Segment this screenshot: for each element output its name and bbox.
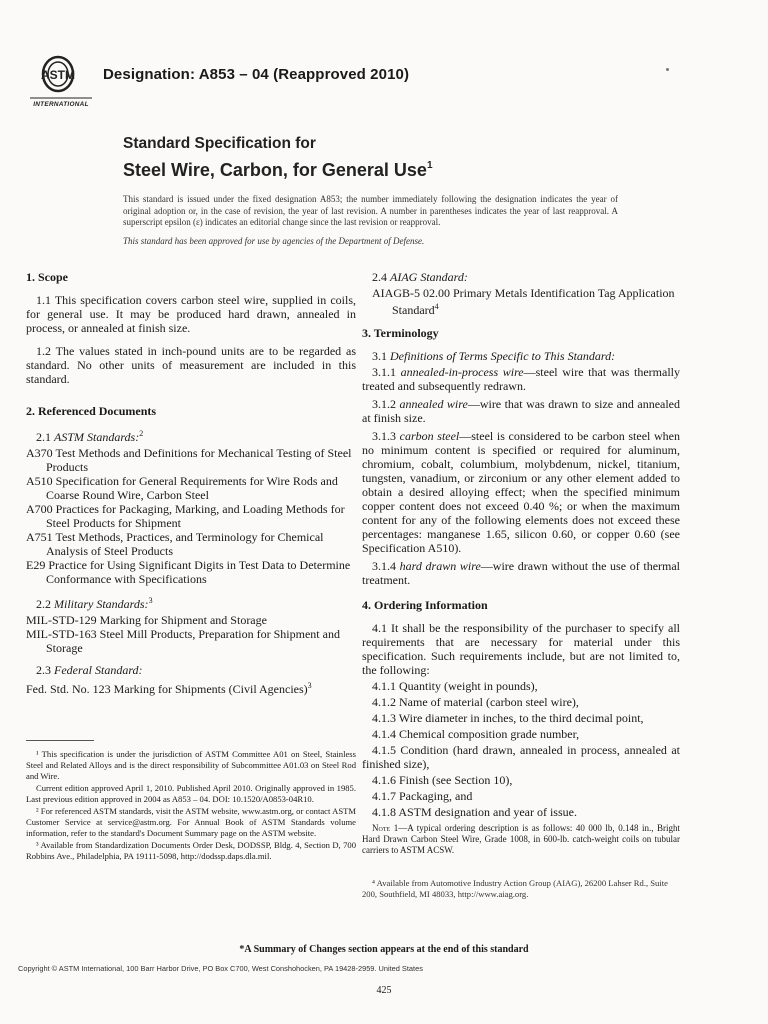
military-standards-label: 2.2 Military Standards:$^3$ <box>36 596 153 611</box>
left-column <box>26 270 356 863</box>
section-1-heading: 1. Scope <box>26 270 68 284</box>
definition-3-1-4: 3.1.4 hard drawn wire—wire drawn without the use of thermal treatment. <box>362 559 681 587</box>
footnote-1: ¹ This specification is under the jurisdiction of ASTM Committee A01 on Steel, Stainless Steel and Related Alloys and is the direct responsibility of Subcommittee A01.03 on Steel Rod and Wire. <box>26 749 356 781</box>
title-line-1: Standard Specification for <box>123 135 316 152</box>
reference-item: E29 Practice for Using Significant Digits in Test Data to Determine Conformance with Specifications <box>26 558 351 586</box>
issue-statement: This standard is issued under the fixed designation A853; the number immediately following the designation indicates the year of original adoption or, in the case of revision, the year of last revision. A number in parentheses indicates the year of last reapproval. A superscript epsilon (ε) indicates an editorial change since the last revision or reapproval. <box>123 194 618 227</box>
order-item: 4.1.1 Quantity (weight in pounds), <box>372 679 538 693</box>
reference-item: MIL-STD-129 Marking for Shipment and Storage <box>26 613 267 627</box>
order-item: 4.1.7 Packaging, and <box>372 789 473 803</box>
order-item: 4.1.2 Name of material (carbon steel wire), <box>372 695 579 709</box>
reference-item: A510 Specification for General Requirements for Wire Rods and Coarse Round Wire, Carbon Steel <box>26 474 338 502</box>
right-column <box>362 270 680 856</box>
order-item: 4.1.5 Condition (hard drawn, annealed in process, annealed at finished size), <box>362 743 680 771</box>
summary-notice: *A Summary of Changes section appears at the end of this standard <box>239 944 529 955</box>
designation: Designation: A853 – 04 (Reapproved 2010) <box>103 66 410 83</box>
copyright-line: Copyright © ASTM International, 100 Barr Harbor Drive, PO Box C700, West Conshohocken, PA 19428-2959. United States <box>18 964 423 973</box>
definition-3-1-2: 3.1.2 annealed wire—wire that was drawn to size and annealed at finish size. <box>362 397 681 425</box>
footnote-rule <box>26 740 94 741</box>
footnote-1-edition: Current edition approved April 1, 2010. Published April 2010. Originally approved in 1985. Last previous edition approved in 2004 as A853 – 04. DOI: 10.1520/A0853-04R10. <box>26 783 356 804</box>
paragraph-3-1: 3.1 Definitions of Terms Specific to This Standard: <box>372 349 616 363</box>
astm-logo <box>28 46 94 112</box>
stray-mark <box>666 68 669 71</box>
svg-text:ASTM: ASTM <box>41 68 75 82</box>
aiag-standard-label: 2.4 AIAG Standard: <box>372 270 468 284</box>
paragraph-4-1: 4.1 It shall be the responsibility of the purchaser to specify all requirements that are necessary for material under this specification. Such requirements include, but are not limited to, the following: <box>362 621 680 677</box>
reference-item: AIAGB-5 02.00 Primary Metals Identification Tag Application Standard$^4$ <box>372 286 675 317</box>
definition-3-1-3: 3.1.3 carbon steel—steel is considered to be carbon steel when no minimum content is specified or required for aluminum, chromium, cobalt, columbium, molybdenum, nickel, titanium, tungsten, vanadium, or zirconium or any other element added to obtain a desired alloying effect; when the specified minimum copper content does not exceed 0.40 %; or when the maximum content for any of the following elements does not exceed these percentages: manganese 1.65, silicon 0.60, or copper 0.60 (see Specification A510). <box>362 429 680 555</box>
astm-standards-label: 2.1 ASTM Standards:$^2$ <box>36 429 144 444</box>
footnote-3: ³ Available from Standardization Documents Order Desk, DODSSP, Bldg. 4, Section D, 700 Robbins Ave., Philadelphia, PA 19111-5098, http://dodssp.daps.dla.mil. <box>26 840 356 861</box>
federal-standard-label: 2.3 Federal Standard: <box>36 663 143 677</box>
paragraph-1-1: 1.1 This specification covers carbon steel wire, supplied in coils, for general use. It may be produced hard drawn, annealed in process, or annealed at finish size. <box>26 293 356 335</box>
reference-item: A700 Practices for Packaging, Marking, and Loading Methods for Steel Products for Shipment <box>26 502 345 530</box>
order-item: 4.1.3 Wire diameter in inches, to the third decimal point, <box>372 711 644 725</box>
document-title <box>123 134 433 181</box>
svg-text:INTERNATIONAL: INTERNATIONAL <box>33 101 89 108</box>
note-1: Note 1—A typical ordering description is as follows: 40 000 lb, 0.148 in., Bright Hard Drawn Carbon Steel Wire, Grade 1008, in 600-lb. catch-weight coils on tubular carriers to ASTM ACSW. <box>362 823 680 855</box>
order-item: 4.1.8 ASTM designation and year of issue. <box>372 805 577 819</box>
footnote-4: ⁴ Available from Automotive Industry Action Group (AIAG), 26200 Lahser Rd., Suite 200, Southfield, MI 48033, http://www.aiag.org. <box>362 878 668 899</box>
reference-item: A370 Test Methods and Definitions for Mechanical Testing of Steel Products <box>26 446 352 474</box>
dod-statement: This standard has been approved for use by agencies of the Department of Defense. <box>123 236 425 246</box>
page-number: 425 <box>376 985 392 996</box>
paragraph-1-2: 1.2 The values stated in inch-pound units are to be regarded as standard. No other units of measurement are included in this standard. <box>26 344 356 386</box>
section-4-heading: 4. Ordering Information <box>362 598 488 612</box>
reference-item: A751 Test Methods, Practices, and Terminology for Chemical Analysis of Steel Products <box>26 530 324 558</box>
order-item: 4.1.6 Finish (see Section 10), <box>372 773 513 787</box>
section-2-heading: 2. Referenced Documents <box>26 404 157 418</box>
order-item: 4.1.4 Chemical composition grade number, <box>372 727 580 741</box>
title-line-2: Steel Wire, Carbon, for General Use$^1$ <box>123 160 433 180</box>
section-3-heading: 3. Terminology <box>362 326 439 340</box>
reference-item: Fed. Std. No. 123 Marking for Shipments (Civil Agencies)$^3$ <box>26 681 312 696</box>
reference-item: MIL-STD-163 Steel Mill Products, Preparation for Shipment and Storage <box>26 627 340 655</box>
footnote-2: ² For referenced ASTM standards, visit the ASTM website, www.astm.org, or contact ASTM Customer Service at service@astm.org. For Annual Book of ASTM Standards volume information, refer to the standard's Document Summary page on the ASTM website. <box>26 806 356 838</box>
definition-3-1-1: 3.1.1 annealed-in-process wire—steel wire that was thermally treated and subsequently redrawn. <box>362 365 681 393</box>
